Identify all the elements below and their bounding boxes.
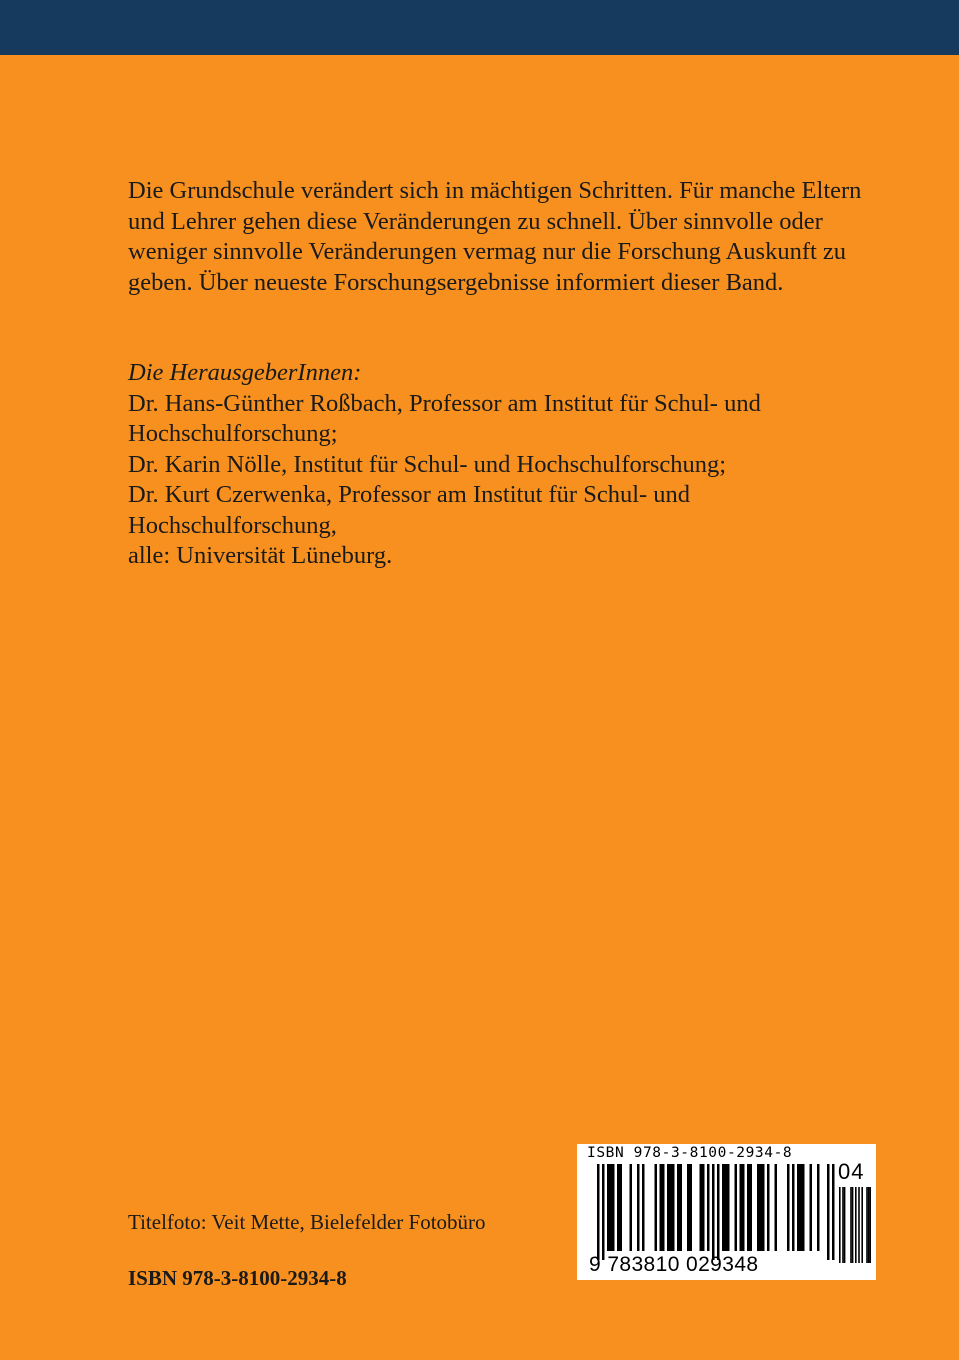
barcode-bar bbox=[722, 1164, 725, 1251]
barcode-bar bbox=[687, 1164, 690, 1251]
barcode-bar bbox=[660, 1164, 663, 1251]
barcode-bar bbox=[787, 1164, 790, 1251]
barcode-bar bbox=[827, 1164, 830, 1260]
barcode-bar bbox=[637, 1164, 640, 1251]
barcode-addon-bar bbox=[858, 1187, 860, 1263]
barcode-bar bbox=[735, 1164, 738, 1251]
barcode-bar bbox=[707, 1164, 710, 1251]
barcode-digits: 9 783810 029348 bbox=[589, 1253, 759, 1276]
blurb-text bbox=[128, 176, 888, 298]
editor-line-2: Dr. Karin Nölle, Institut für Schul- und Hochschulforschung; bbox=[128, 450, 727, 478]
barcode-bar bbox=[630, 1164, 633, 1251]
barcode-bar bbox=[757, 1164, 760, 1251]
blurb-paragraph: Die Grundschule verändert sich in mächtigen Schritten. Für manche Eltern und Lehrer gehen diese Veränderungen zu schnell. Über sinnvolle oder weniger sinnvolle Veränderungen vermag nur die Forschung Auskunft zu geben. Über neueste Forschungsergebnisse informiert dieser Band. bbox=[128, 177, 862, 296]
barcode-bar bbox=[617, 1164, 620, 1251]
barcode-bar bbox=[747, 1164, 750, 1251]
editor-affiliation: alle: Universität Lüneburg. bbox=[128, 542, 393, 569]
barcode-bar bbox=[832, 1164, 835, 1260]
barcode-addon-bar bbox=[842, 1187, 844, 1263]
barcode-addon: 04 bbox=[838, 1159, 865, 1184]
barcode-bar bbox=[775, 1164, 778, 1251]
barcode-bar bbox=[670, 1164, 673, 1251]
barcode-addon-bar bbox=[868, 1187, 870, 1263]
barcode-bar bbox=[667, 1164, 670, 1251]
barcode-bar bbox=[792, 1164, 795, 1251]
barcode-addon-bar bbox=[855, 1187, 857, 1263]
barcode-bar bbox=[725, 1164, 728, 1251]
barcode-addon-bar bbox=[850, 1187, 852, 1263]
barcode-bar bbox=[797, 1164, 800, 1251]
barcode-addon-bar bbox=[844, 1187, 846, 1263]
barcode-addon-bar bbox=[866, 1187, 868, 1263]
barcode-bar bbox=[810, 1164, 813, 1251]
barcode-bar bbox=[760, 1164, 763, 1251]
editors-heading: Die HerausgeberInnen: bbox=[128, 359, 362, 386]
barcode-bar bbox=[712, 1164, 715, 1260]
barcode-bar bbox=[800, 1164, 803, 1251]
barcode-addon-bar bbox=[852, 1187, 854, 1263]
barcode-bar bbox=[727, 1164, 730, 1251]
barcode-bar bbox=[740, 1164, 743, 1251]
barcode bbox=[577, 1144, 876, 1280]
barcode-addon-bar bbox=[869, 1187, 871, 1263]
editors-section bbox=[128, 358, 888, 572]
barcode-addon-bar bbox=[861, 1187, 863, 1263]
barcode-bar bbox=[677, 1164, 680, 1251]
barcode-bar bbox=[620, 1164, 623, 1251]
barcode-bar bbox=[762, 1164, 765, 1251]
isbn-text: ISBN 978-3-8100-2934-8 bbox=[128, 1266, 347, 1290]
barcode-bar bbox=[680, 1164, 683, 1251]
barcode-bar bbox=[612, 1164, 615, 1251]
barcode-bar bbox=[597, 1164, 600, 1260]
barcode-bar bbox=[655, 1164, 658, 1251]
barcode-bar bbox=[750, 1164, 753, 1251]
barcode-isbn-label: ISBN 978-3-8100-2934-8 bbox=[587, 1145, 793, 1161]
barcode-bar bbox=[742, 1164, 745, 1251]
barcode-bar bbox=[700, 1164, 703, 1251]
barcode-bar bbox=[672, 1164, 675, 1251]
barcode-bar bbox=[802, 1164, 805, 1251]
barcode-bar bbox=[702, 1164, 705, 1251]
barcode-addon-bar bbox=[839, 1187, 841, 1263]
barcode-bar bbox=[717, 1164, 720, 1260]
barcode-bar bbox=[690, 1164, 693, 1251]
barcode-bar bbox=[817, 1164, 820, 1251]
photo-credit: Titelfoto: Veit Mette, Bielefelder Fotobüro bbox=[128, 1210, 486, 1234]
top-color-band bbox=[0, 0, 959, 55]
barcode-bar bbox=[662, 1164, 665, 1251]
barcode-bar bbox=[642, 1164, 645, 1251]
barcode-bar bbox=[610, 1164, 613, 1251]
barcode-bar bbox=[602, 1164, 605, 1260]
editor-line-3: Dr. Kurt Czerwenka, Professor am Institut für Schul- und Hochschulforschung, bbox=[128, 481, 691, 539]
editor-line-1: Dr. Hans-Günther Roßbach, Professor am Institut für Schul- und Hochschulforschung; bbox=[128, 389, 761, 447]
barcode-bar bbox=[607, 1164, 610, 1251]
barcode-bar bbox=[767, 1164, 770, 1251]
